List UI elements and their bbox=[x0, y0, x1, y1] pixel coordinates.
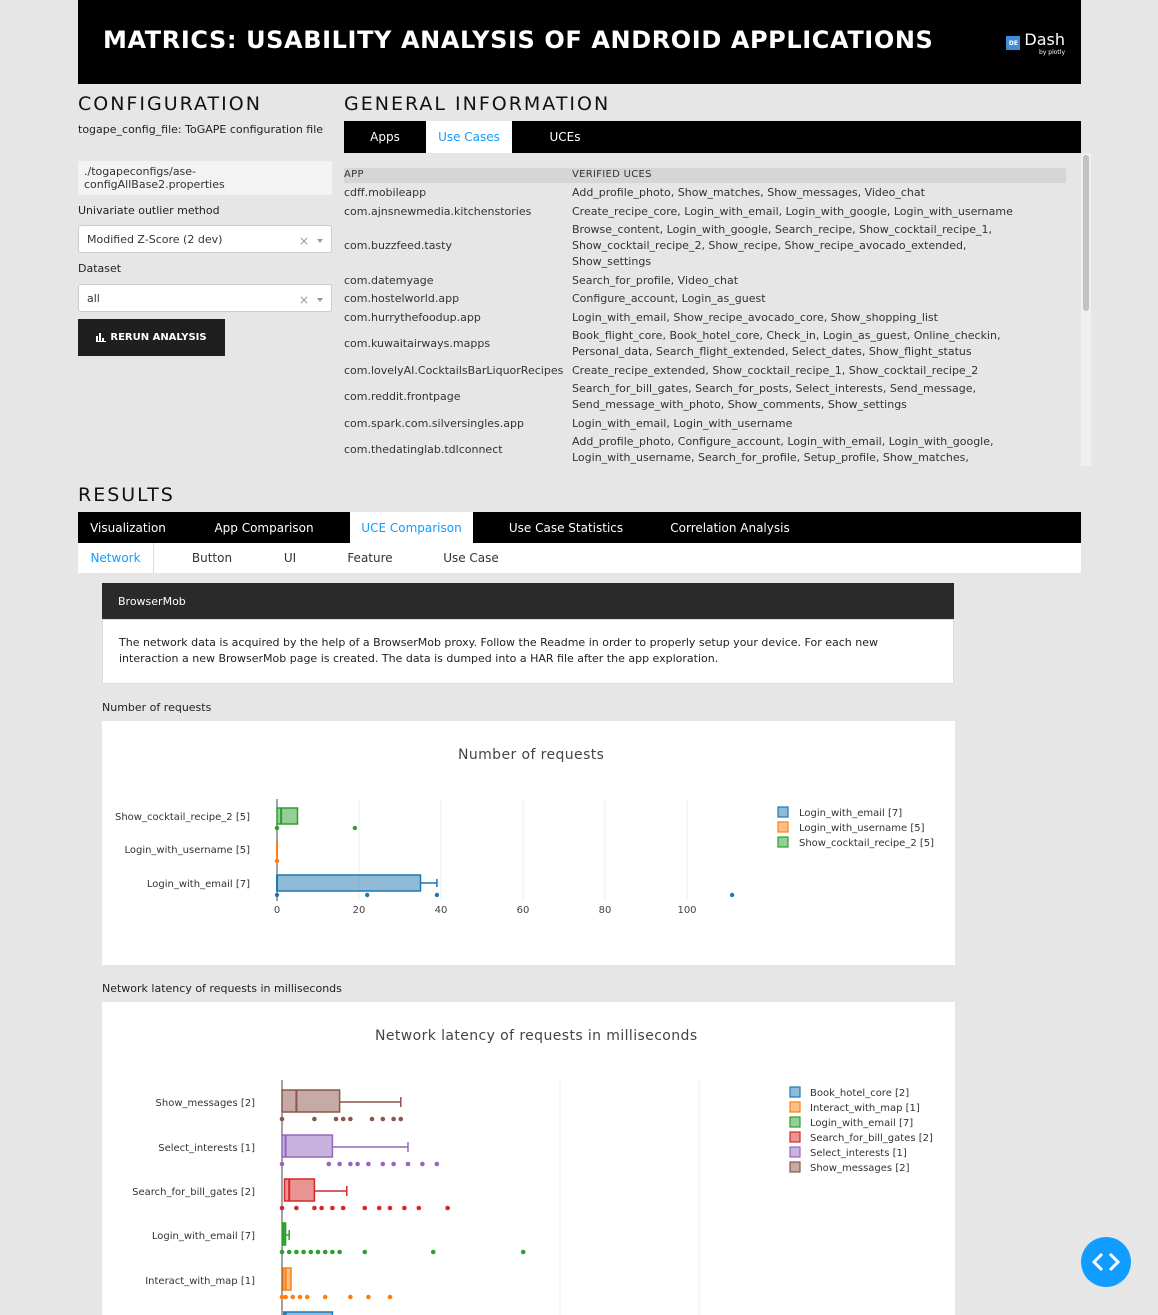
table-cell-uces: Configure_account, Login_as_guest bbox=[572, 292, 766, 305]
data-point bbox=[294, 1206, 299, 1211]
data-point bbox=[323, 1250, 328, 1255]
clear-icon[interactable]: × bbox=[298, 234, 309, 248]
data-point bbox=[305, 1295, 310, 1300]
data-point bbox=[323, 1295, 328, 1300]
box bbox=[282, 1135, 332, 1157]
plot2-label: Network latency of requests in milliseconds bbox=[102, 982, 342, 995]
data-point bbox=[363, 1206, 368, 1211]
legend-swatch bbox=[790, 1102, 800, 1112]
legend-swatch bbox=[790, 1132, 800, 1142]
rerun-analysis-label: RERUN ANALYSIS bbox=[110, 332, 207, 343]
table-cell-uces: Personal_data, Search_flight_extended, Select_dates, Show_flight_status bbox=[572, 345, 972, 358]
box bbox=[277, 875, 421, 891]
y-tick-label: Login_with_email [7] bbox=[146, 879, 250, 890]
legend-item: Interact_with_map [1] bbox=[810, 1103, 920, 1114]
table-cell-uces: Book_flight_core, Book_hotel_core, Check_in, Login_as_guest, Online_checkin, bbox=[572, 329, 1001, 342]
box bbox=[282, 1090, 340, 1112]
data-point bbox=[291, 1295, 296, 1300]
legend-swatch bbox=[790, 1162, 800, 1172]
table-cell-app: com.buzzfeed.tasty bbox=[344, 239, 452, 252]
table-cell-uces: Create_recipe_core, Login_with_email, Login_with_google, Login_with_username bbox=[572, 204, 1013, 218]
dataset-label: Dataset bbox=[78, 262, 122, 275]
table-cell-uces: Send_message_with_photo, Show_comments, Show_settings bbox=[572, 398, 907, 411]
data-point bbox=[445, 1206, 450, 1211]
subtab-use-case[interactable]: Use Case bbox=[443, 551, 499, 565]
data-point bbox=[330, 1250, 335, 1255]
data-point bbox=[316, 1250, 321, 1255]
table-cell-uces: Login_with_email, Show_recipe_avocado_core, Show_shopping_list bbox=[572, 310, 938, 324]
data-point bbox=[280, 1117, 285, 1122]
table-cell-app: com.spark.com.silversingles.app bbox=[344, 416, 524, 430]
chevron-down-icon[interactable] bbox=[317, 239, 323, 243]
subtab-feature[interactable]: Feature bbox=[347, 551, 393, 565]
app-header bbox=[78, 0, 1081, 84]
plot2-container bbox=[102, 1002, 955, 1315]
data-point bbox=[377, 1206, 382, 1211]
data-point bbox=[312, 1117, 317, 1122]
legend-item: Book_hotel_core [2] bbox=[810, 1088, 910, 1099]
data-point bbox=[435, 1162, 440, 1167]
data-point bbox=[337, 1162, 342, 1167]
data-point bbox=[417, 1206, 422, 1211]
browsermob-card-body: The network data is acquired by the help of a BrowserMob proxy. Follow the Readme in order to properly setup your device. For each new interaction a new BrowserMob page is created. The data is dumped into a HAR file after the app exploration. bbox=[102, 619, 954, 684]
table-cell-uces: Login_with_username, Search_for_profile, Setup_profile, Show_matches, bbox=[572, 451, 969, 464]
data-point bbox=[399, 1117, 404, 1122]
dataset-value: all bbox=[87, 291, 100, 305]
table-cell-app: com.hurrythefoodup.app bbox=[344, 310, 481, 324]
data-point bbox=[301, 1250, 306, 1255]
config-file-input[interactable]: ./togapeconfigs/ase-configAllBase2.properties bbox=[78, 161, 332, 195]
legend-swatch bbox=[790, 1087, 800, 1097]
column-header-uces: VERIFIED UCES bbox=[572, 169, 652, 180]
legend-swatch bbox=[778, 822, 788, 832]
table-cell-app: com.datemyage bbox=[344, 273, 434, 287]
y-tick-label: Show_messages [2] bbox=[155, 1098, 255, 1109]
table-cell-uces: Browse_content, Login_with_google, Search_recipe, Show_cocktail_recipe_1, bbox=[572, 223, 993, 236]
dash-logo-icon: DE bbox=[1006, 36, 1020, 50]
table-cell-uces: Create_recipe_extended, Show_cocktail_recipe_1, Show_cocktail_recipe_2 bbox=[572, 363, 979, 377]
results-title: RESULTS bbox=[78, 484, 175, 506]
data-point bbox=[391, 1162, 396, 1167]
general-tabs bbox=[344, 121, 1081, 153]
config-file-label: togape_config_file: ToGAPE configuration file bbox=[78, 123, 324, 136]
data-point bbox=[381, 1117, 386, 1122]
data-point bbox=[337, 1250, 342, 1255]
legend-swatch bbox=[778, 837, 788, 847]
data-point bbox=[280, 1162, 285, 1167]
legend-item: Show_messages [2] bbox=[810, 1163, 910, 1174]
table-cell-uces: Add_profile_photo, Configure_account, Login_with_email, Login_with_google, bbox=[572, 435, 994, 448]
tab-uce-comparison[interactable]: UCE Comparison bbox=[350, 512, 473, 543]
data-point bbox=[353, 826, 357, 830]
table-cell-app: cdff.mobileapp bbox=[344, 186, 427, 199]
box bbox=[277, 808, 298, 824]
data-point bbox=[341, 1206, 346, 1211]
dev-tools-button[interactable] bbox=[1081, 1237, 1131, 1287]
rerun-analysis-button[interactable] bbox=[78, 319, 225, 356]
data-point bbox=[280, 1250, 285, 1255]
legend-item: Login_with_username [5] bbox=[799, 823, 925, 834]
column-header-app: APP bbox=[344, 169, 364, 180]
plot2-title: Network latency of requests in milliseconds bbox=[375, 1028, 698, 1044]
table-cell-app: com.thedatinglab.tdlconnect bbox=[344, 443, 503, 456]
dataset-select[interactable] bbox=[78, 284, 332, 312]
data-point bbox=[283, 1295, 288, 1300]
data-point bbox=[355, 1162, 360, 1167]
x-tick-label: 40 bbox=[434, 905, 448, 916]
data-point bbox=[330, 1206, 335, 1211]
legend-swatch bbox=[778, 807, 788, 817]
data-point bbox=[370, 1117, 375, 1122]
table-cell-uces: Show_cocktail_recipe_2, Show_recipe, Show_recipe_avocado_extended, bbox=[572, 239, 967, 252]
y-tick-label: Select_interests [1] bbox=[158, 1143, 255, 1154]
y-tick-label: Search_for_bill_gates [2] bbox=[132, 1187, 255, 1198]
browsermob-card-header: BrowserMob bbox=[102, 583, 954, 619]
subtab-network[interactable]: Network bbox=[78, 543, 154, 573]
data-point bbox=[431, 1250, 436, 1255]
x-tick-label: 0 bbox=[273, 905, 281, 916]
data-point bbox=[366, 1295, 371, 1300]
legend-swatch bbox=[790, 1147, 800, 1157]
chevron-down-icon[interactable] bbox=[317, 298, 323, 302]
plot1-label: Number of requests bbox=[102, 701, 212, 714]
x-tick-label: 60 bbox=[516, 905, 530, 916]
dash-logo[interactable] bbox=[1006, 30, 1065, 56]
data-point bbox=[366, 1162, 371, 1167]
data-point bbox=[521, 1250, 526, 1255]
results-subtabs bbox=[78, 543, 1081, 573]
data-point bbox=[298, 1295, 303, 1300]
y-tick-label: Login_with_email [7] bbox=[151, 1231, 255, 1242]
data-point bbox=[287, 1250, 292, 1255]
outlier-method-select[interactable] bbox=[78, 225, 332, 253]
y-tick-label: Login_with_username [5] bbox=[124, 845, 250, 856]
plot1-title: Number of requests bbox=[458, 747, 605, 763]
data-point bbox=[309, 1250, 314, 1255]
x-tick-label: 20 bbox=[352, 905, 366, 916]
tab-use-cases[interactable]: Use Cases bbox=[426, 121, 512, 153]
table-cell-app: com.ajnsnewmedia.kitchenstories bbox=[344, 204, 532, 218]
data-point bbox=[391, 1117, 396, 1122]
table-cell-app: com.lovelyAI.CocktailsBarLiquorRecipes bbox=[344, 363, 564, 377]
data-point bbox=[348, 1117, 353, 1122]
data-point bbox=[402, 1206, 407, 1211]
data-point bbox=[420, 1162, 425, 1167]
dash-logo-word: Dash bbox=[1024, 30, 1065, 49]
outlier-method-label: Univariate outlier method bbox=[78, 204, 220, 217]
data-point bbox=[294, 1250, 299, 1255]
data-point bbox=[341, 1117, 346, 1122]
legend-item: Search_for_bill_gates [2] bbox=[810, 1133, 933, 1144]
data-point bbox=[348, 1162, 353, 1167]
tab-apps[interactable]: Apps bbox=[370, 130, 400, 144]
table-cell-app: com.reddit.frontpage bbox=[344, 390, 461, 403]
apps-table bbox=[344, 153, 1082, 466]
config-title: CONFIGURATION bbox=[78, 93, 262, 115]
dash-logo-sub: by plotly bbox=[1039, 49, 1065, 56]
tab-use-case-statistics[interactable]: Use Case Statistics bbox=[508, 520, 624, 535]
data-point bbox=[348, 1295, 353, 1300]
table-cell-app: com.hostelworld.app bbox=[344, 292, 460, 305]
subtab-button[interactable]: Button bbox=[191, 551, 233, 565]
general-info-title: GENERAL INFORMATION bbox=[344, 93, 611, 115]
y-tick-label: Interact_with_map [1] bbox=[145, 1276, 255, 1287]
legend-item: Login_with_email [7] bbox=[810, 1118, 914, 1129]
bar-chart-icon bbox=[96, 333, 106, 342]
app-title: MATRICS: USABILITY ANALYSIS OF ANDROID APPLICATIONS bbox=[103, 26, 934, 54]
data-point bbox=[363, 1250, 368, 1255]
data-point bbox=[388, 1206, 393, 1211]
x-tick-label: 80 bbox=[598, 905, 612, 916]
requests-boxplot bbox=[102, 721, 955, 965]
data-point bbox=[312, 1206, 317, 1211]
tab-app-comparison[interactable]: App Comparison bbox=[214, 520, 314, 535]
tab-uces[interactable]: UCEs bbox=[549, 130, 581, 144]
data-point bbox=[435, 893, 439, 897]
data-point bbox=[319, 1206, 324, 1211]
data-point bbox=[327, 1162, 332, 1167]
data-point bbox=[275, 893, 279, 897]
data-point bbox=[381, 1162, 386, 1167]
data-point bbox=[365, 893, 369, 897]
data-point bbox=[730, 893, 734, 897]
legend-item: Login_with_email [7] bbox=[799, 808, 903, 819]
data-point bbox=[280, 1206, 285, 1211]
subtab-ui[interactable]: UI bbox=[283, 551, 297, 565]
results-tabs bbox=[78, 512, 1081, 543]
data-point bbox=[275, 859, 279, 863]
table-scrollbar-thumb[interactable] bbox=[1083, 155, 1089, 311]
data-point bbox=[406, 1162, 411, 1167]
x-tick-label: 100 bbox=[677, 905, 697, 916]
code-icon bbox=[1092, 1252, 1120, 1272]
tab-visualization[interactable]: Visualization bbox=[90, 520, 166, 535]
outlier-method-value: Modified Z-Score (2 dev) bbox=[87, 232, 223, 246]
table-cell-app: com.kuwaitairways.mapps bbox=[344, 337, 491, 350]
table-header-row bbox=[344, 168, 1066, 183]
table-cell-uces: Search_for_bill_gates, Search_for_posts, Select_interests, Send_message, bbox=[572, 382, 976, 395]
plot1-container bbox=[102, 721, 955, 965]
latency-boxplot bbox=[102, 1002, 955, 1315]
legend-swatch bbox=[790, 1117, 800, 1127]
y-tick-label: Show_cocktail_recipe_2 [5] bbox=[114, 812, 250, 823]
clear-icon[interactable]: × bbox=[298, 293, 309, 307]
table-scrollbar[interactable] bbox=[1081, 153, 1091, 466]
table-cell-uces: Add_profile_photo, Show_matches, Show_messages, Video_chat bbox=[572, 186, 925, 199]
table-cell-uces: Show_settings bbox=[572, 255, 652, 268]
table-cell-uces: Search_for_profile, Video_chat bbox=[572, 273, 739, 287]
legend-item: Show_cocktail_recipe_2 [5] bbox=[799, 838, 935, 849]
data-point bbox=[388, 1295, 393, 1300]
data-point bbox=[334, 1117, 339, 1122]
box bbox=[283, 1268, 291, 1290]
data-point bbox=[275, 826, 279, 830]
tab-correlation-analysis[interactable]: Correlation Analysis bbox=[670, 520, 790, 535]
table-cell-uces: Login_with_email, Login_with_username bbox=[572, 416, 793, 430]
legend-item: Select_interests [1] bbox=[810, 1148, 907, 1159]
